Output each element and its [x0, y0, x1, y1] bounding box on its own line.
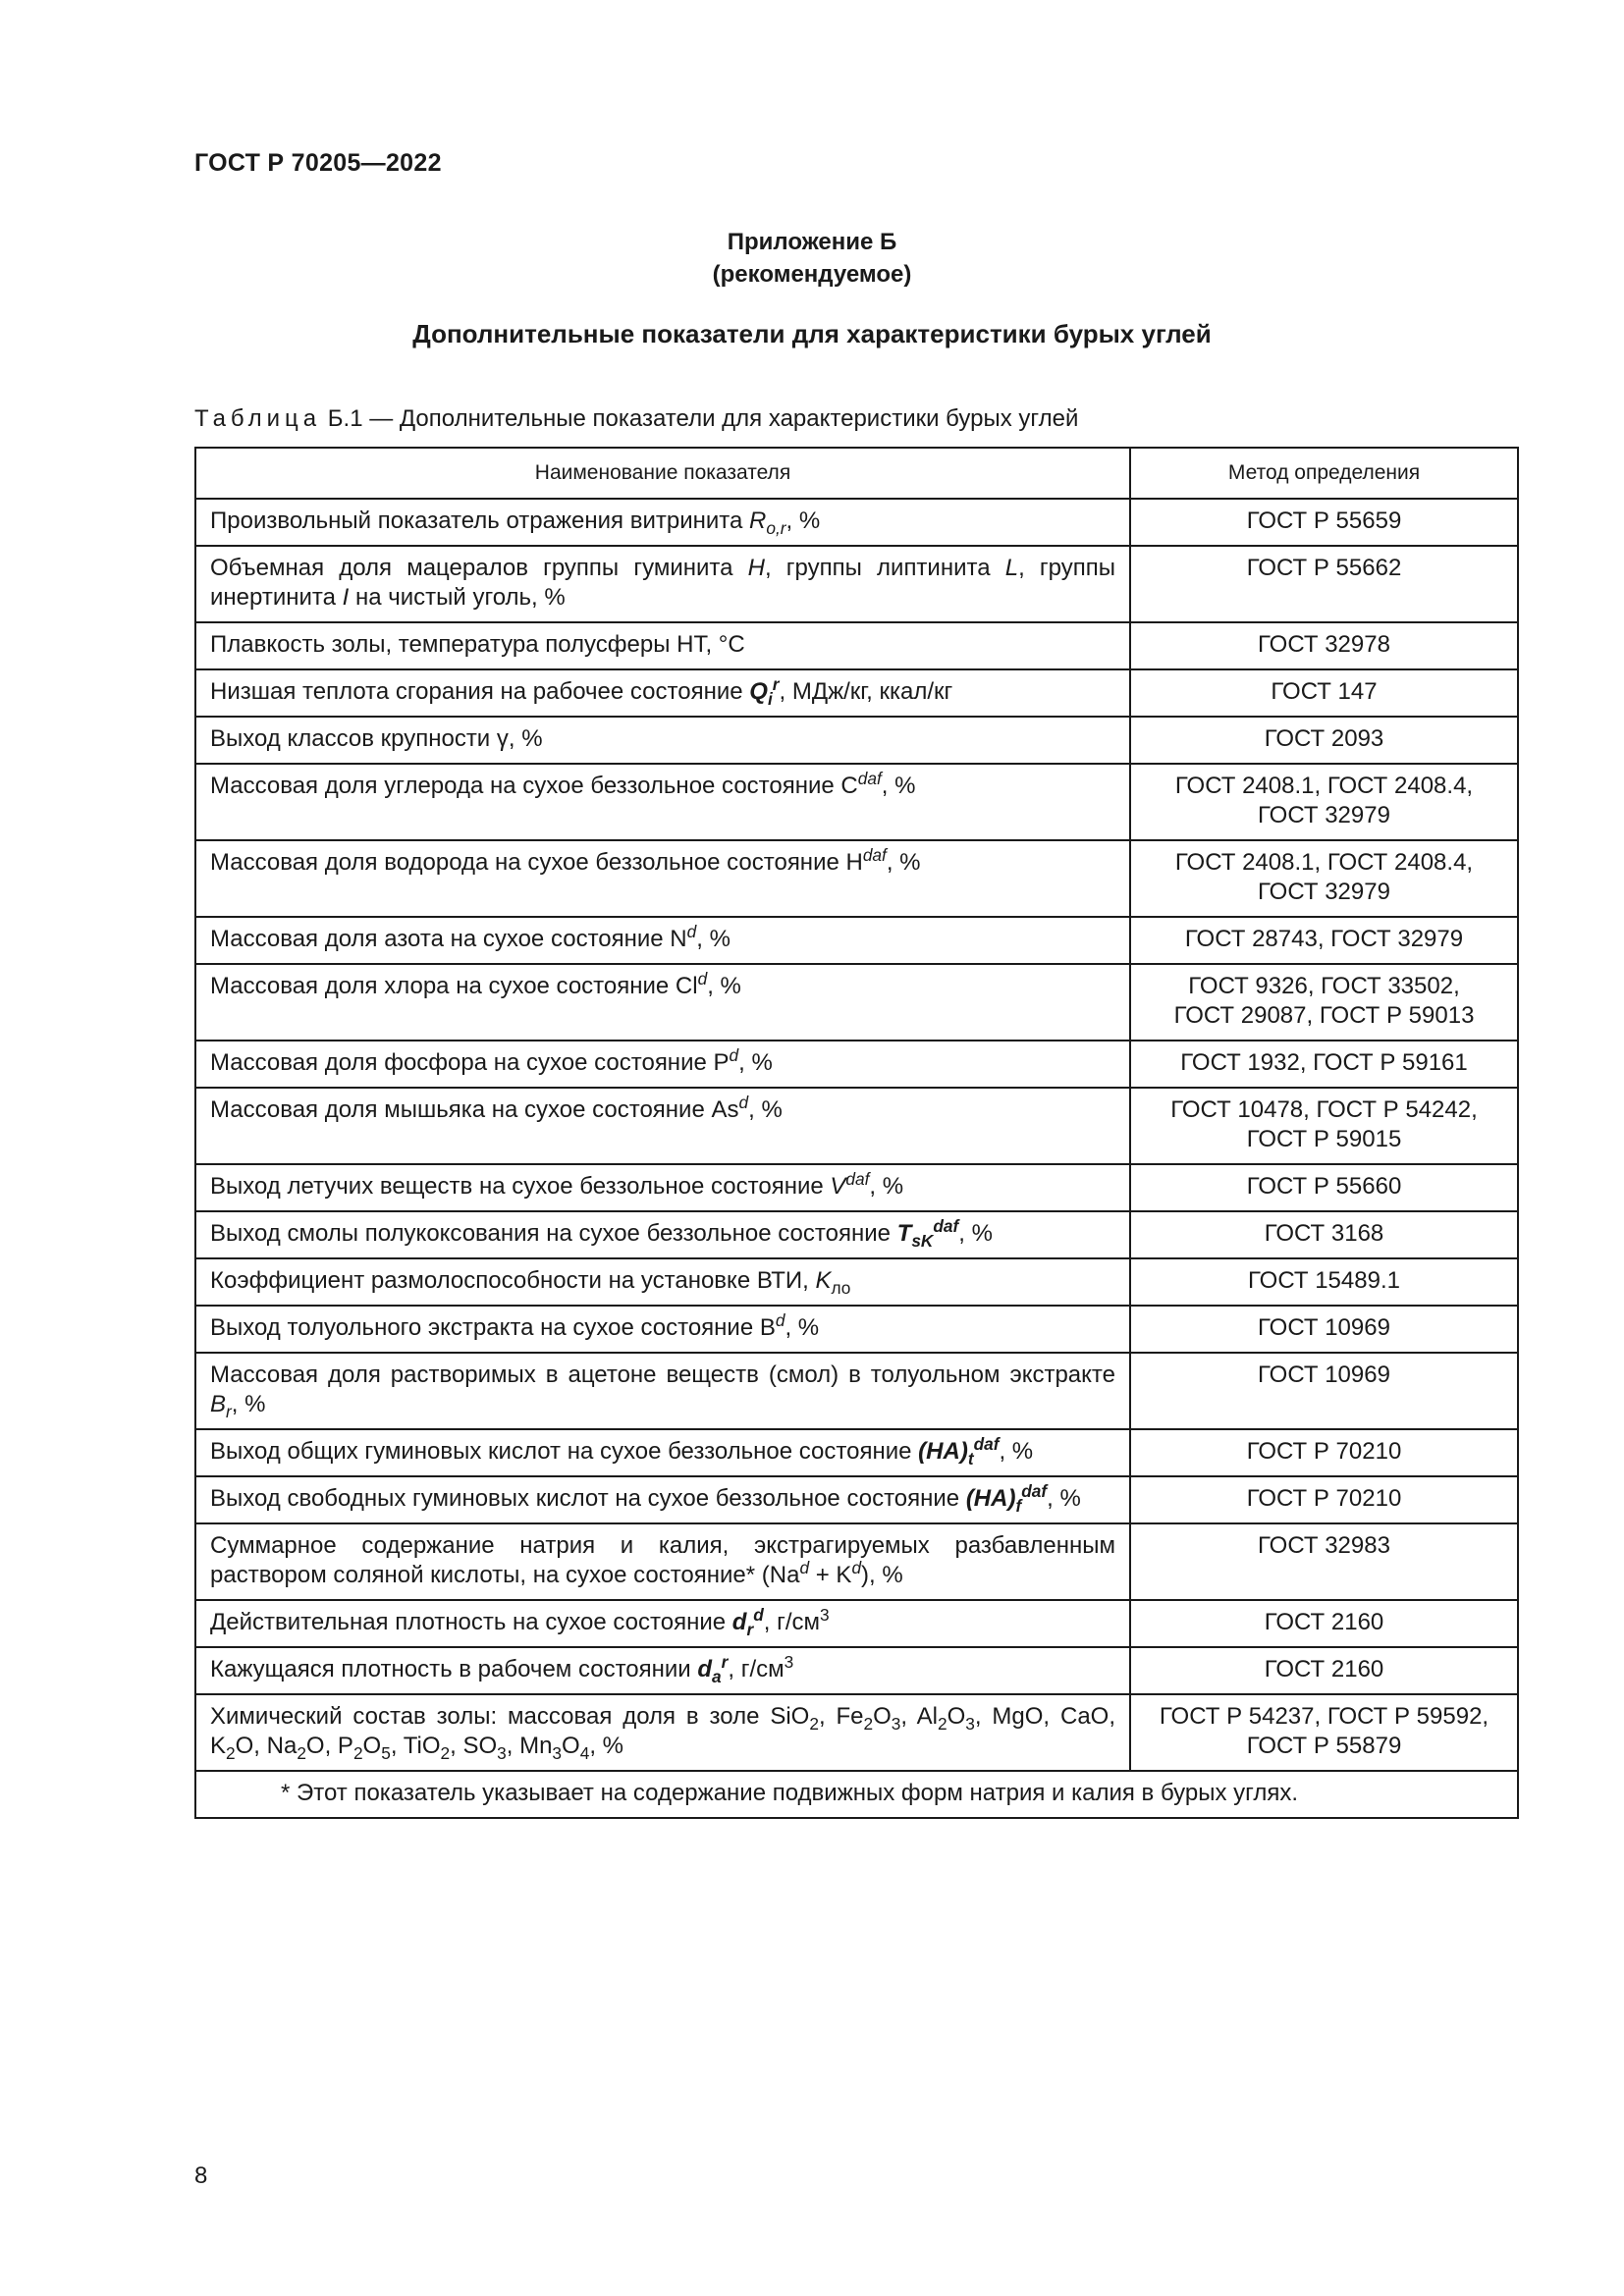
- indicators-table: [194, 447, 1519, 1819]
- method-line: ГОСТ Р 55662: [1246, 555, 1402, 581]
- method-line: ГОСТ Р 55879: [1246, 1733, 1402, 1759]
- method-cell: [1130, 1211, 1518, 1258]
- formula-symbol: r: [226, 1401, 232, 1421]
- table-row: [195, 546, 1518, 622]
- method-line: ГОСТ Р 59015: [1246, 1126, 1402, 1152]
- table-row: [195, 1041, 1518, 1088]
- method-line: ГОСТ 2408.1, ГОСТ 2408.4,: [1174, 773, 1474, 799]
- method-line: ГОСТ 1932, ГОСТ Р 59161: [1180, 1049, 1468, 1076]
- formula-symbol: d: [753, 1605, 764, 1625]
- formula-symbol: 3: [820, 1605, 830, 1625]
- table-row: [195, 669, 1518, 717]
- indicator-name-cell: Кажущаяся плотность в рабочем состоянии $d_a^r$, $г/см^3$: [195, 1647, 1130, 1694]
- formula-symbol: o,r: [766, 517, 786, 538]
- column-header-method: Метод определения: [1130, 448, 1518, 499]
- indicator-name-cell: Массовая доля фосфора на сухое состояние $Р^d$, %: [195, 1041, 1130, 1088]
- formula-symbol: f: [1015, 1495, 1022, 1516]
- formula-symbol: L: [1004, 555, 1019, 581]
- table-row: [195, 1211, 1518, 1258]
- formula-symbol: r: [721, 1652, 729, 1672]
- formula-symbol: daf: [1021, 1481, 1048, 1501]
- formula-symbol: daf: [845, 1169, 870, 1189]
- method-cell: [1130, 622, 1518, 669]
- table-header-row: [195, 448, 1518, 499]
- method-cell: [1130, 1164, 1518, 1211]
- method-line: ГОСТ 10969: [1258, 1362, 1390, 1388]
- table-row: [195, 1523, 1518, 1600]
- method-cell: [1130, 546, 1518, 622]
- formula-symbol: r: [772, 674, 780, 694]
- indicator-name-cell: Низшая теплота сгорания на рабочее состояние $Q_i^r$, МДж/кг, ккал/кг: [195, 669, 1130, 717]
- formula-symbol: 2: [863, 1713, 874, 1734]
- method-line: ГОСТ 32983: [1258, 1532, 1390, 1559]
- formula-symbol: 3: [965, 1713, 975, 1734]
- formula-symbol: H: [747, 555, 765, 581]
- indicator-name-cell: Коэффициент размолоспособности на установке ВТИ, $K_{ло}$: [195, 1258, 1130, 1306]
- table-caption-label: Таблица: [194, 405, 322, 432]
- table-row: [195, 1429, 1518, 1476]
- formula-symbol: T: [896, 1220, 912, 1247]
- method-cell: [1130, 1429, 1518, 1476]
- method-line: ГОСТ 2160: [1264, 1609, 1384, 1635]
- indicator-name-cell: Химический состав золы: массовая доля в золе SiO$_2$, $Fe_2O_3$, $Al_2O_3$, MgO, CaO, $K_2O$, $Na_2O$, $P_2O_5$, TiO$_2$, $SO_3$, $Mn_3O_4$, %: [195, 1694, 1130, 1771]
- table-body: [195, 499, 1518, 1771]
- table-row: [195, 1088, 1518, 1164]
- formula-symbol: daf: [857, 769, 882, 788]
- table-row: [195, 1306, 1518, 1353]
- formula-symbol: I: [342, 584, 350, 611]
- method-line: ГОСТ Р 55659: [1246, 507, 1402, 534]
- indicator-name-cell: Выход толуольного экстракта на сухое состояние $В^d$, %: [195, 1306, 1130, 1353]
- formula-symbol: d: [851, 1558, 862, 1577]
- table-row: [195, 764, 1518, 840]
- formula-symbol: 2: [937, 1713, 947, 1734]
- formula-symbol: d: [729, 1045, 739, 1065]
- formula-symbol: B: [210, 1391, 227, 1417]
- formula-symbol: 2: [809, 1713, 819, 1734]
- indicator-name-cell: Выход летучих веществ на сухое беззольное состояние $V^{daf}$, %: [195, 1164, 1130, 1211]
- table-footnote: * Этот показатель указывает на содержание подвижных форм натрия и калия в бурых углях.: [195, 1771, 1518, 1818]
- method-line: ГОСТ 10969: [1258, 1314, 1390, 1341]
- formula-symbol: daf: [933, 1216, 959, 1236]
- table-row: [195, 717, 1518, 764]
- method-cell: [1130, 1258, 1518, 1306]
- indicator-name-cell: Массовая доля растворимых в ацетоне веществ (смол) в толуольном экстракте $B_r$, %: [195, 1353, 1130, 1429]
- formula-symbol: 2: [226, 1742, 236, 1763]
- method-cell: [1130, 1647, 1518, 1694]
- method-cell: [1130, 669, 1518, 717]
- table-row: [195, 1600, 1518, 1647]
- method-line: ГОСТ Р 55660: [1246, 1173, 1402, 1200]
- table-row: [195, 622, 1518, 669]
- method-cell: [1130, 1306, 1518, 1353]
- method-cell: [1130, 1476, 1518, 1523]
- indicator-name-cell: Произвольный показатель отражения витринита $R_{o,r}$, %: [195, 499, 1130, 546]
- appendix-heading: [0, 226, 1624, 291]
- indicator-name-cell: Массовая доля мышьяка на сухое состояние As$^d$, %: [195, 1088, 1130, 1164]
- table-row: [195, 917, 1518, 964]
- formula-symbol: ло: [831, 1277, 851, 1298]
- formula-symbol: Q: [749, 678, 768, 705]
- table-footnote-row: [195, 1771, 1518, 1818]
- formula-symbol: K: [815, 1267, 832, 1294]
- indicator-name-cell: Массовая доля хлора на сухое состояние Cl$^d$, %: [195, 964, 1130, 1041]
- formula-symbol: d: [697, 1656, 713, 1682]
- indicator-name-cell: Массовая доля азота на сухое состояние $N^d$, %: [195, 917, 1130, 964]
- formula-symbol: 3: [784, 1652, 794, 1672]
- table-row: [195, 1164, 1518, 1211]
- method-line: ГОСТ 28743, ГОСТ 32979: [1184, 926, 1464, 952]
- indicator-name-cell: Массовая доля водорода на сухое беззольное состояние $Н^{daf}$, %: [195, 840, 1130, 917]
- formula-symbol: 4: [579, 1742, 590, 1763]
- method-cell: [1130, 717, 1518, 764]
- method-cell: [1130, 917, 1518, 964]
- formula-symbol: i: [767, 688, 773, 709]
- method-line: ГОСТ Р 54237, ГОСТ Р 59592,: [1159, 1703, 1489, 1730]
- formula-symbol: 3: [497, 1742, 507, 1763]
- formula-symbol: daf: [862, 845, 887, 865]
- indicator-name-cell: Выход смолы полукоксования на сухое беззольное состояние $T_{sK}^{daf}$, %: [195, 1211, 1130, 1258]
- indicator-name-cell: Массовая доля углерода на сухое беззольное состояние $С^{daf}$, %: [195, 764, 1130, 840]
- method-cell: [1130, 964, 1518, 1041]
- formula-symbol: d: [738, 1093, 749, 1112]
- formula-symbol: r: [746, 1619, 754, 1639]
- method-line: ГОСТ 29087, ГОСТ Р 59013: [1173, 1002, 1475, 1029]
- indicator-name-cell: Выход классов крупности γ, %: [195, 717, 1130, 764]
- formula-symbol: (HA): [965, 1485, 1016, 1512]
- formula-symbol: 2: [440, 1742, 451, 1763]
- formula-symbol: a: [712, 1666, 722, 1686]
- method-cell: [1130, 764, 1518, 840]
- table-row: [195, 1647, 1518, 1694]
- method-line: ГОСТ 32979: [1258, 802, 1390, 828]
- formula-symbol: t: [967, 1448, 974, 1468]
- column-header-name: Наименование показателя: [195, 448, 1130, 499]
- method-line: ГОСТ 2408.1, ГОСТ 2408.4,: [1174, 849, 1474, 876]
- method-line: ГОСТ 15489.1: [1248, 1267, 1400, 1294]
- formula-symbol: daf: [973, 1434, 1000, 1454]
- table-row: [195, 499, 1518, 546]
- formula-symbol: 3: [552, 1742, 563, 1763]
- method-cell: [1130, 1353, 1518, 1429]
- formula-symbol: 3: [891, 1713, 901, 1734]
- table-row: [195, 1694, 1518, 1771]
- formula-symbol: sK: [911, 1230, 934, 1251]
- method-cell: [1130, 1041, 1518, 1088]
- indicator-name-cell: Плавкость золы, температура полусферы НТ, °С: [195, 622, 1130, 669]
- document-code: ГОСТ Р 70205—2022: [194, 149, 442, 177]
- formula-symbol: d: [686, 922, 697, 941]
- table-caption-text: Б.1 — Дополнительные показатели для характеристики бурых углей: [327, 405, 1079, 432]
- method-cell: [1130, 1600, 1518, 1647]
- formula-symbol: R: [749, 507, 767, 534]
- method-line: ГОСТ 32979: [1258, 879, 1390, 905]
- page-number: 8: [194, 2163, 208, 2189]
- formula-symbol: V: [830, 1173, 846, 1200]
- method-cell: [1130, 1088, 1518, 1164]
- table-row: [195, 840, 1518, 917]
- formula-symbol: d: [731, 1609, 747, 1635]
- appendix-status: (рекомендуемое): [712, 261, 912, 288]
- table-caption: [194, 405, 1078, 433]
- method-line: ГОСТ 2093: [1264, 725, 1384, 752]
- formula-symbol: 2: [297, 1742, 306, 1763]
- indicator-name-cell: Суммарное содержание натрия и калия, экстрагируемых разбавленным раствором соляной кислоты, на сухое состояние* $(Na^d + K^d)$, %: [195, 1523, 1130, 1600]
- method-cell: [1130, 840, 1518, 917]
- section-title: Дополнительные показатели для характеристики бурых углей: [412, 319, 1212, 348]
- method-line: ГОСТ Р 70210: [1246, 1485, 1402, 1512]
- appendix-title: Приложение Б: [727, 229, 897, 255]
- table-row: [195, 1353, 1518, 1429]
- formula-symbol: 2: [352, 1742, 363, 1763]
- table-row: [195, 964, 1518, 1041]
- indicator-name-cell: Действительная плотность на сухое состояние $d_r^d$, $г/см^3$: [195, 1600, 1130, 1647]
- indicator-name-cell: Объемная доля мацералов группы гуминита H, группы липтинита L, группы инертинита I на чистый уголь, %: [195, 546, 1130, 622]
- method-line: ГОСТ 32978: [1258, 631, 1390, 658]
- method-line: ГОСТ Р 70210: [1246, 1438, 1402, 1465]
- formula-symbol: d: [775, 1310, 785, 1330]
- method-cell: [1130, 1694, 1518, 1771]
- formula-symbol: (HA): [918, 1438, 968, 1465]
- table-row: [195, 1476, 1518, 1523]
- indicator-name-cell: Выход свободных гуминовых кислот на сухое беззольное состояние $(HA)_f^{daf}$, %: [195, 1476, 1130, 1523]
- indicator-name-cell: Выход общих гуминовых кислот на сухое беззольное состояние $(HA)_t^{daf}$, %: [195, 1429, 1130, 1476]
- formula-symbol: d: [697, 969, 708, 988]
- method-cell: [1130, 1523, 1518, 1600]
- table-row: [195, 1258, 1518, 1306]
- method-line: ГОСТ 9326, ГОСТ 33502,: [1188, 973, 1460, 999]
- method-line: ГОСТ 3168: [1264, 1220, 1384, 1247]
- method-line: ГОСТ 147: [1271, 678, 1378, 705]
- method-line: ГОСТ 10478, ГОСТ Р 54242,: [1170, 1096, 1478, 1123]
- formula-symbol: 5: [381, 1742, 391, 1763]
- formula-symbol: d: [799, 1558, 810, 1577]
- method-cell: [1130, 499, 1518, 546]
- method-line: ГОСТ 2160: [1264, 1656, 1384, 1682]
